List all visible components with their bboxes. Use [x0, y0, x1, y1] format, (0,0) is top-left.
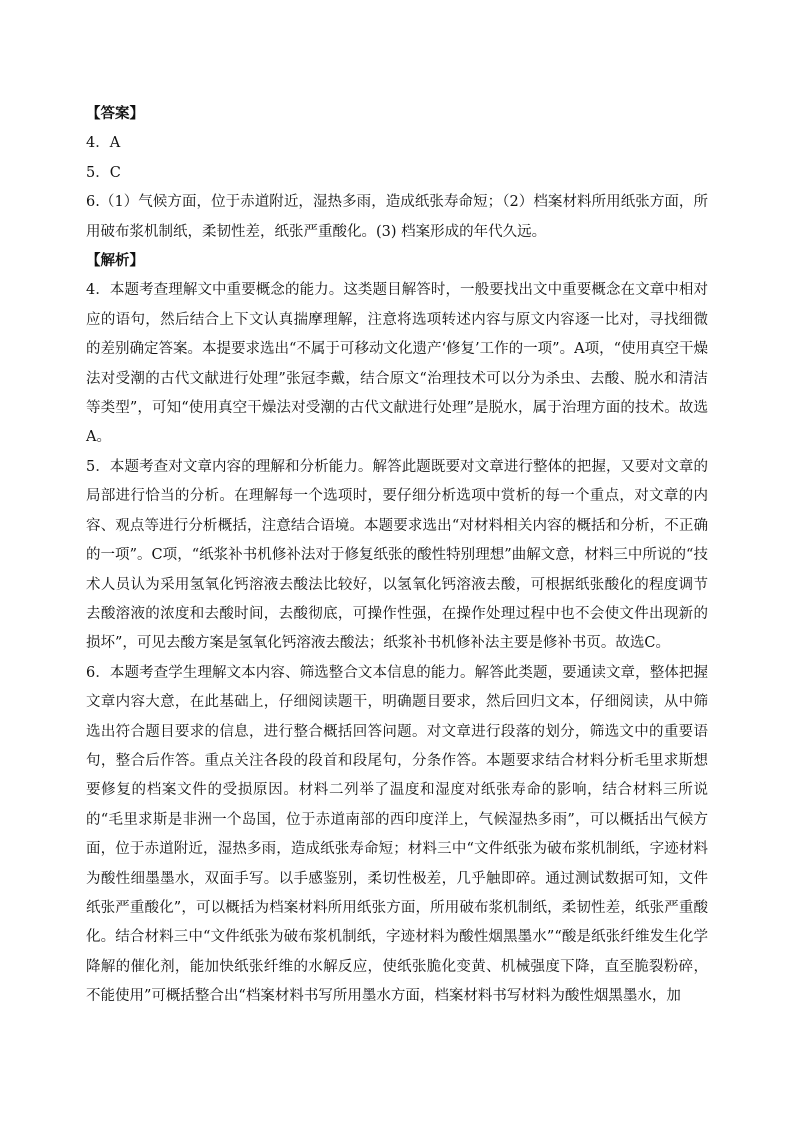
answer-heading: 【答案】 [86, 106, 144, 122]
analysis-paragraph-6: 6．本题考查学生理解文本内容、筛选整合文本信息的能力。解答此类题，要通读文章，整体把握文章内容大意，在此基础上，仔细阅读题干，明确题目要求，然后回归文本，仔细阅读，从中筛选出符合题目要求的信息，进行整合概括回答问题。对文章进行段落的划分，筛选文中的重要语句，整合后作答。重点关注各段的段首和段尾句，分条作答。本题要求结合材料分析毛里求斯想要修复的档案文件的受损原因。材料二列举了温度和湿度对纸张寿命的影响，结合材料三所说的“毛里求斯是非洲一个岛国，位于赤道南部的西印度洋上，气候湿热多雨”，可以概括出气候方面，位于赤道附近，湿热多雨，造成纸张寿命短；材料三中“文件纸张为破布浆机制纸，字迹材料为酸性细墨墨水，双面手写。以手感鉴别，柔切性极差，几乎触即碎。通过测试数据可知，文件纸张严重酸化”，可以概括为档案材料所用纸张方面，所用破布浆机制纸，柔韧性差，纸张严重酸化。结合材料三中“文件纸张为破布浆机制纸，字迹材料为酸性烟黑墨水”“酸是纸张纤维发生化学降解的催化剂，能加快纸张纤维的水解反应，使纸张脆化变黄、机械强度下降，直至脆裂粉碎，不能使用”可概括整合出“档案材料书写所用墨水方面，档案材料书写材料为酸性烟黑墨水，加 [86, 664, 708, 1005]
analysis-paragraph-4: 4．本题考查理解文中重要概念的能力。这类题目解答时，一般要找出文中重要概念在文章中相对应的语句，然后结合上下文认真揣摩理解，注意将选项转述内容与原文内容逐一比对，寻找细微的差别确定答案。本提要求选出“不属于可移动文化遗产‘修复’工作的一项”。A项，“使用真空干燥法对受潮的古代文献进行处理”张冠李戴，结合原文“治理技术可以分为杀虫、去酸、脱水和清洁等类型”，可知“使用真空干燥法对受潮的古代文献进行处理”是脱水，属于治理方面的技术。故选A。 [86, 282, 708, 446]
analysis-heading: 【解析】 [86, 253, 144, 270]
answer-item-6: 6.（1）气候方面，位于赤道附近，湿热多雨，造成纸张寿命短；（2）档案材料所用纸张方面，所用破布浆机制纸，柔韧性差，纸张严重酸化。(3) 档案形成的年代久远。 [86, 194, 708, 240]
analysis-paragraph-5: 5．本题考查对文章内容的理解和分析能力。解答此题既要对文章进行整体的把握，又要对文章的局部进行恰当的分析。在理解每一个选项时，要仔细分析选项中赏析的每一个重点，对文章的内容、观点等进行分析概括，注意结合语境。本题要求选出“对材料相关内容的概括和分析，不正确的一项”。C项，“纸浆补书机修补法对于修复纸张的酸性特别理想”曲解文意，材料三中所说的“技术人员认为采用氢氧化钙溶液去酸法比较好，以氢氧化钙溶液去酸，可根据纸张酸化的程度调节去酸溶液的浓度和去酸时间，去酸彻底，可操作性强，在操作处理过程中也不会使文件出现新的损坏”，可见去酸方案是氢氧化钙溶液去酸法；纸浆补书机修补法主要是修补书页。故选C。 [86, 458, 708, 652]
answer-item-5: 5．C [86, 164, 121, 181]
answer-item-4: 4．A [86, 135, 121, 152]
